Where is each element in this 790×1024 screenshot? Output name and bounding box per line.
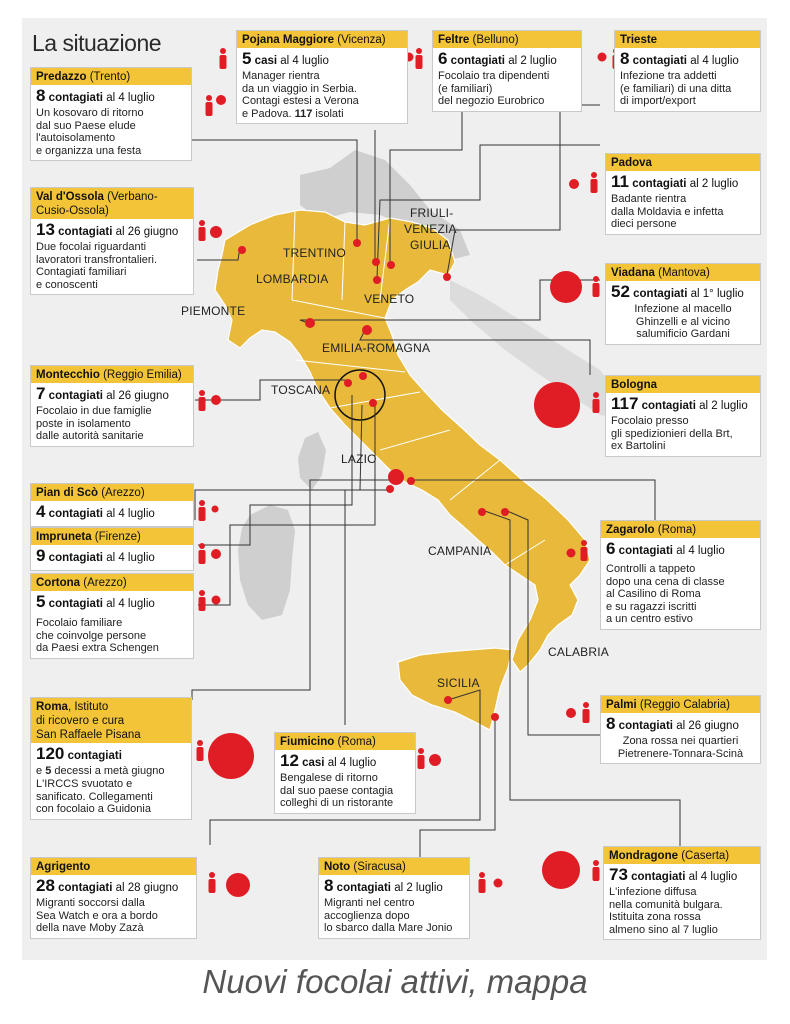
region-campania: CAMPANIA <box>428 544 492 558</box>
region-trentino: TRENTINO <box>283 246 346 260</box>
card-date: al 4 luglio <box>106 598 155 610</box>
card-date: al 28 giugno <box>115 882 179 894</box>
person-icon <box>206 95 213 116</box>
card-desc: Migranti nel centro accoglienza dopo lo sbarco dalla Mare Jonio <box>324 897 453 934</box>
card-desc: Focolaio presso gli spedizionieri della Brt, ex Bartolini <box>611 415 733 452</box>
card-desc: L'infezione diffusa nella comunità bulgara. Istituita zona rossa almeno sino al 7 luglio <box>609 886 723 936</box>
size-dot <box>429 754 441 766</box>
card-place: Palmi <box>606 699 637 711</box>
card-date: al 4 luglio <box>280 55 329 67</box>
card-unit: contagiati <box>632 178 687 190</box>
card-unit: contagiati <box>641 400 696 412</box>
region-emilia-romagna: EMILIA-ROMAGNA <box>322 341 431 355</box>
dot-pojana <box>387 261 395 269</box>
card-desc: Manager rientra da un viaggio in Serbia. Contagi estesi a Verona e Padova. 117 isolati <box>242 70 359 120</box>
person-icon <box>199 500 206 521</box>
card-place: Fiumicino <box>280 736 335 748</box>
person-icon <box>199 590 206 611</box>
card-place: Montecchio <box>36 369 100 381</box>
card-unit: contagiati <box>631 871 686 883</box>
card-desc: Zona rossa nei quartieri Pietrenere-Tonnara-Scinà <box>617 735 744 760</box>
card-unit: contagiati <box>48 552 103 564</box>
size-dot <box>569 179 579 189</box>
card-extra: e 5 decessi a metà giugno <box>36 765 165 777</box>
card-unit: contagiati <box>633 288 688 300</box>
card-place: Bologna <box>611 379 657 391</box>
size-dot <box>598 53 607 62</box>
card-place: Roma <box>36 701 68 713</box>
card-count: 52 <box>611 282 630 301</box>
dot-agrigento <box>444 696 452 704</box>
card-date: al 4 luglio <box>690 55 739 67</box>
card-count: 28 <box>36 876 55 895</box>
card-unit: contagiati <box>48 598 103 610</box>
dot-fiumicino <box>386 485 394 493</box>
card-place: Impruneta <box>36 531 92 543</box>
person-icon <box>199 220 206 241</box>
card-cortona <box>30 573 194 659</box>
dot-montecchio <box>344 379 352 387</box>
card-province: (Reggio Calabria) <box>639 699 731 711</box>
card-count: 6 <box>438 49 448 68</box>
card-count: 8 <box>620 49 630 68</box>
card-count: 5 <box>36 592 46 611</box>
card-place: Val d'Ossola <box>36 191 104 203</box>
card-unit: casi <box>254 55 278 67</box>
card-province: (Caserta) <box>681 850 730 862</box>
dot-predazzo <box>353 239 361 247</box>
card-mondragone <box>603 846 761 940</box>
size-dot <box>542 851 580 889</box>
card-date: al 4 luglio <box>688 871 738 883</box>
card-date: al 2 luglio <box>394 882 443 894</box>
card-desc: Focolaio in due famiglie poste in isolamento dalle autorità sanitarie <box>36 405 152 442</box>
size-dot <box>534 382 580 428</box>
card-count: 5 <box>242 49 252 68</box>
card-desc: Focolaio tra dipendenti (e familiari) del negozio Eurobrico <box>438 70 550 107</box>
card-province: (Vicenza) <box>337 34 386 46</box>
card-count: 9 <box>36 546 46 565</box>
card-pian-di-sco <box>30 483 194 527</box>
person-icon <box>416 48 423 69</box>
card-date: al 2 luglio <box>699 400 748 412</box>
person-icon <box>197 740 204 761</box>
person-icon <box>591 172 598 193</box>
card-place: Pian di Scò <box>36 487 98 499</box>
region-lombardia: LOMBARDIA <box>256 272 329 286</box>
card-count: 13 <box>36 220 55 239</box>
size-dot <box>567 549 576 558</box>
card-roma: Roma, Istituto di ricovero e cura San Raffaele Pisana 120 contagiati e 5 decessi a metà giugno L'IRCCS svuotato e sanificato. Collegamenti con focolaio a Guidonia <box>30 697 192 820</box>
card-trieste <box>614 30 761 112</box>
size-dot <box>494 879 503 888</box>
dot-noto <box>491 713 499 721</box>
person-icon <box>199 390 206 411</box>
card-montecchio <box>30 365 194 447</box>
card-count: 6 <box>606 539 616 558</box>
person-icon <box>418 748 425 769</box>
card-desc: Un kosovaro di ritorno dal suo Paese elude l'autoisolamento e organizza una festa <box>36 107 144 157</box>
card-agrigento <box>30 857 197 939</box>
card-place: Feltre <box>438 34 470 46</box>
size-dot <box>550 271 582 303</box>
card-count: 8 <box>36 86 46 105</box>
card-province: , Istituto <box>67 701 109 713</box>
card-province: (Firenze) <box>94 531 141 543</box>
card-place: Zagarolo <box>606 524 655 536</box>
card-count: 11 <box>611 172 629 191</box>
dot-feltre <box>372 258 380 266</box>
card-count: 4 <box>36 502 46 521</box>
size-dot <box>566 708 576 718</box>
corsica <box>298 432 326 490</box>
dot-padova <box>373 276 381 284</box>
dot-mondragone <box>478 508 486 516</box>
card-province: (Trento) <box>89 71 131 83</box>
person-icon <box>593 392 600 413</box>
card-count: 73 <box>609 865 628 884</box>
card-date: al 26 giugno <box>115 226 179 238</box>
card-unit: contagiati <box>48 92 103 104</box>
card-place: Viadana <box>611 267 655 279</box>
card-unit: contagiati <box>58 882 113 894</box>
region-lazio: LAZIO <box>341 452 377 466</box>
person-icon <box>593 860 600 881</box>
size-dot <box>226 873 250 897</box>
region-veneto: VENETO <box>364 292 415 306</box>
card-padova <box>605 153 761 235</box>
region-friuli-1: FRIULI- <box>410 206 454 220</box>
card-date: al 26 giugno <box>676 720 739 732</box>
person-icon <box>220 48 227 69</box>
card-province: (Arezzo) <box>101 487 145 499</box>
person-icon <box>209 872 216 893</box>
card-province: (Reggio Emilia) <box>103 369 182 381</box>
card-date: al 4 luglio <box>106 552 155 564</box>
region-sicilia: SICILIA <box>437 676 480 690</box>
person-icon <box>199 543 206 564</box>
dot-impruneta <box>359 372 367 380</box>
card-place: Agrigento <box>36 861 91 873</box>
card-desc: L'IRCCS svuotato e sanificato. Collegamenti con focolaio a Guidonia <box>36 778 153 815</box>
card-impruneta <box>30 527 194 571</box>
card-count: 12 <box>280 751 299 770</box>
image-caption: Nuovi focolai attivi, mappa <box>202 963 588 1000</box>
card-desc: Infezione tra addetti (e familiari) di una ditta di import/export <box>620 70 732 107</box>
card-bologna <box>605 375 761 457</box>
size-dot <box>211 549 221 559</box>
card-province: (Arezzo) <box>83 577 127 589</box>
card-date: al 4 luglio <box>327 757 377 769</box>
dot-palmi-link <box>501 508 509 516</box>
card-date: al 2 luglio <box>689 178 739 190</box>
dot-ossola <box>238 246 246 254</box>
card-unit: contagiati <box>336 882 391 894</box>
dot-bologna <box>362 325 372 335</box>
person-icon <box>593 276 600 297</box>
card-date: al 1° luglio <box>690 288 744 300</box>
region-friuli-2: VENEZIA <box>404 222 457 236</box>
size-dot <box>210 226 222 238</box>
dot-cortona <box>369 399 377 407</box>
card-date: al 4 luglio <box>676 545 725 557</box>
card-count: 117 <box>611 394 639 413</box>
region-friuli-3: GIULIA <box>410 238 451 252</box>
card-place: Predazzo <box>36 71 87 83</box>
card-place: Noto <box>324 861 351 873</box>
page-title: La situazione <box>32 30 162 56</box>
sardinia <box>238 505 295 620</box>
region-piemonte: PIEMONTE <box>181 304 246 318</box>
card-predazzo <box>30 67 192 161</box>
card-unit: contagiati <box>632 55 687 67</box>
card-unit: casi <box>302 757 325 769</box>
person-icon <box>479 872 486 893</box>
card-unit: contagiati <box>618 720 673 732</box>
card-place: Trieste <box>620 34 658 46</box>
card-date: al 4 luglio <box>106 508 155 520</box>
card-province: (Belluno) <box>472 34 519 46</box>
card-val-dossola: Val d'Ossola (Verbano- Cusio-Ossola) 13 contagiati al 26 giugno Due focolai riguardanti lavoratori transfrontalieri. Contagiati familiari e conoscenti <box>30 187 194 295</box>
card-count: 120 <box>36 744 65 763</box>
dot-viadana <box>305 318 315 328</box>
card-province: (Verbano- <box>107 191 158 203</box>
card-desc: Focolaio familiare che coinvolge persone da Paesi extra Schengen <box>36 617 159 654</box>
card-date: al 26 giugno <box>106 390 169 402</box>
person-icon <box>581 540 588 561</box>
card-date: al 2 luglio <box>508 55 557 67</box>
card-count: 8 <box>324 876 334 895</box>
card-unit: contagiati <box>48 390 103 402</box>
card-desc: Controlli a tappeto dopo una cena di classe al Casilino di Roma e su ragazzi iscritti a un centro estivo <box>606 563 725 625</box>
card-unit: contagiati <box>618 545 673 557</box>
card-palmi <box>600 695 761 764</box>
size-dot <box>211 395 221 405</box>
card-zagarolo <box>600 520 761 630</box>
size-dot <box>212 506 219 513</box>
card-date: al 4 luglio <box>106 92 155 104</box>
person-icon <box>583 702 590 723</box>
card-province: (Mantova) <box>658 267 710 279</box>
region-toscana: TOSCANA <box>271 383 331 397</box>
size-dot <box>216 95 226 105</box>
card-unit: contagiati <box>58 226 113 238</box>
dot-zagarolo <box>407 477 415 485</box>
card-place: Padova <box>611 157 652 169</box>
card-province: (Roma) <box>337 736 376 748</box>
region-calabria: CALABRIA <box>548 645 609 659</box>
size-dot <box>212 596 221 605</box>
card-desc: Badante rientra dalla Moldavia e infetta dieci persone <box>611 193 724 230</box>
card-feltre <box>432 30 582 112</box>
card-unit: contagiati <box>48 508 103 520</box>
card-place: Pojana Maggiore <box>242 34 335 46</box>
card-unit: contagiati <box>67 750 122 762</box>
card-place: Cortona <box>36 577 81 589</box>
card-place: Mondragone <box>609 850 678 862</box>
card-desc: Due focolai riguardanti lavoratori transfrontalieri. Contagiati familiari e conoscenti <box>36 241 158 291</box>
card-desc: Infezione al macello Ghinzelli e al vicino salumificio Gardani <box>634 303 732 340</box>
card-viadana <box>605 263 761 345</box>
card-province: (Siracusa) <box>353 861 406 873</box>
card-noto <box>318 857 470 939</box>
card-desc: Migranti soccorsi dalla Sea Watch e ora a bordo della nave Moby Zazà <box>36 897 158 934</box>
card-fiumicino <box>274 732 416 814</box>
dot-trieste <box>443 273 451 281</box>
card-pojana <box>236 30 408 124</box>
card-count: 7 <box>36 384 46 403</box>
card-count: 8 <box>606 714 616 733</box>
card-desc: Bengalese di ritorno dal suo paese contagia colleghi di un ristorante <box>280 772 394 809</box>
card-province: (Roma) <box>657 524 697 536</box>
card-unit: contagiati <box>450 55 505 67</box>
dot-roma <box>388 469 404 485</box>
size-dot <box>208 733 254 779</box>
